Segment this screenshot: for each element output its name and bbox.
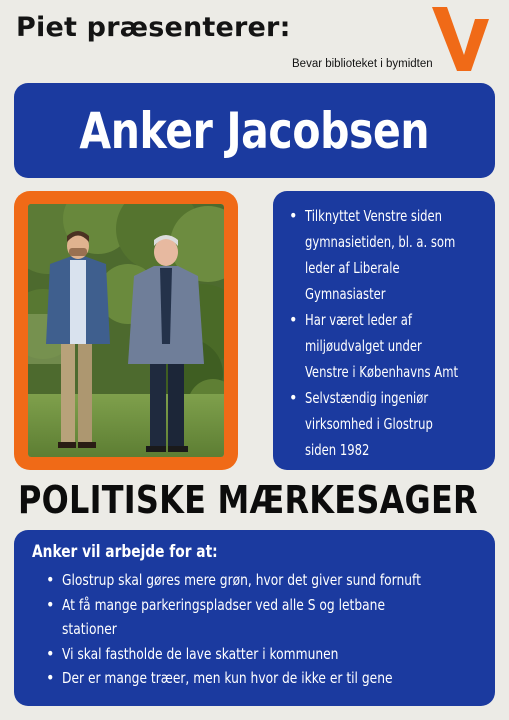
goals-panel (14, 530, 495, 706)
bio-line: gymnasietiden, bl. a. som (305, 233, 456, 251)
presenter-heading: Piet præsenterer: (16, 12, 291, 43)
bio-line: virksomhed i Glostrup (305, 415, 433, 433)
candidate-photo (28, 204, 224, 457)
bio-panel (273, 191, 495, 470)
candidate-name-banner (14, 83, 495, 178)
bio-line: • Selvstændig ingeniør (305, 389, 429, 407)
goal-line: • Glostrup skal gøres mere grøn, hvor det giver sund fornuft (62, 571, 421, 589)
bio-list (283, 203, 485, 463)
bio-item (283, 385, 485, 463)
section-title: POLITISKE MÆRKESAGER (18, 478, 478, 522)
candidate-name: Anker Jacobsen (79, 101, 430, 160)
bio-line: • Tilknyttet Venstre siden (305, 207, 443, 225)
photo-frame (14, 191, 238, 470)
tagline: Bevar biblioteket i bymidten (292, 58, 433, 70)
bio-line: Gymnasiaster (305, 285, 386, 303)
bio-line: • Har været leder af (305, 311, 412, 329)
goal-line: stationer (62, 620, 117, 638)
goal-item (28, 568, 481, 593)
bio-item (283, 307, 485, 385)
bio-line: miljøudvalget under (305, 337, 422, 355)
goal-line: • At få mange parkeringspladser ved alle S og letbane (62, 595, 386, 614)
bio-item (283, 203, 485, 307)
goal-item (28, 666, 481, 691)
goals-intro: Anker vil arbejde for at: (32, 542, 218, 562)
bio-line: siden 1982 (305, 441, 370, 459)
goal-item (28, 593, 481, 642)
bio-line: leder af Liberale (305, 259, 400, 277)
goal-line: • Der er mange træer, men kun hvor de ikke er til gene (62, 669, 393, 687)
bio-line: Venstre i Københavns Amt (305, 363, 459, 381)
goal-item (28, 642, 481, 667)
venstre-v-logo (431, 5, 491, 73)
goals-list (28, 568, 481, 691)
goal-line: • Vi skal fastholde de lave skatter i kommunen (62, 644, 339, 663)
